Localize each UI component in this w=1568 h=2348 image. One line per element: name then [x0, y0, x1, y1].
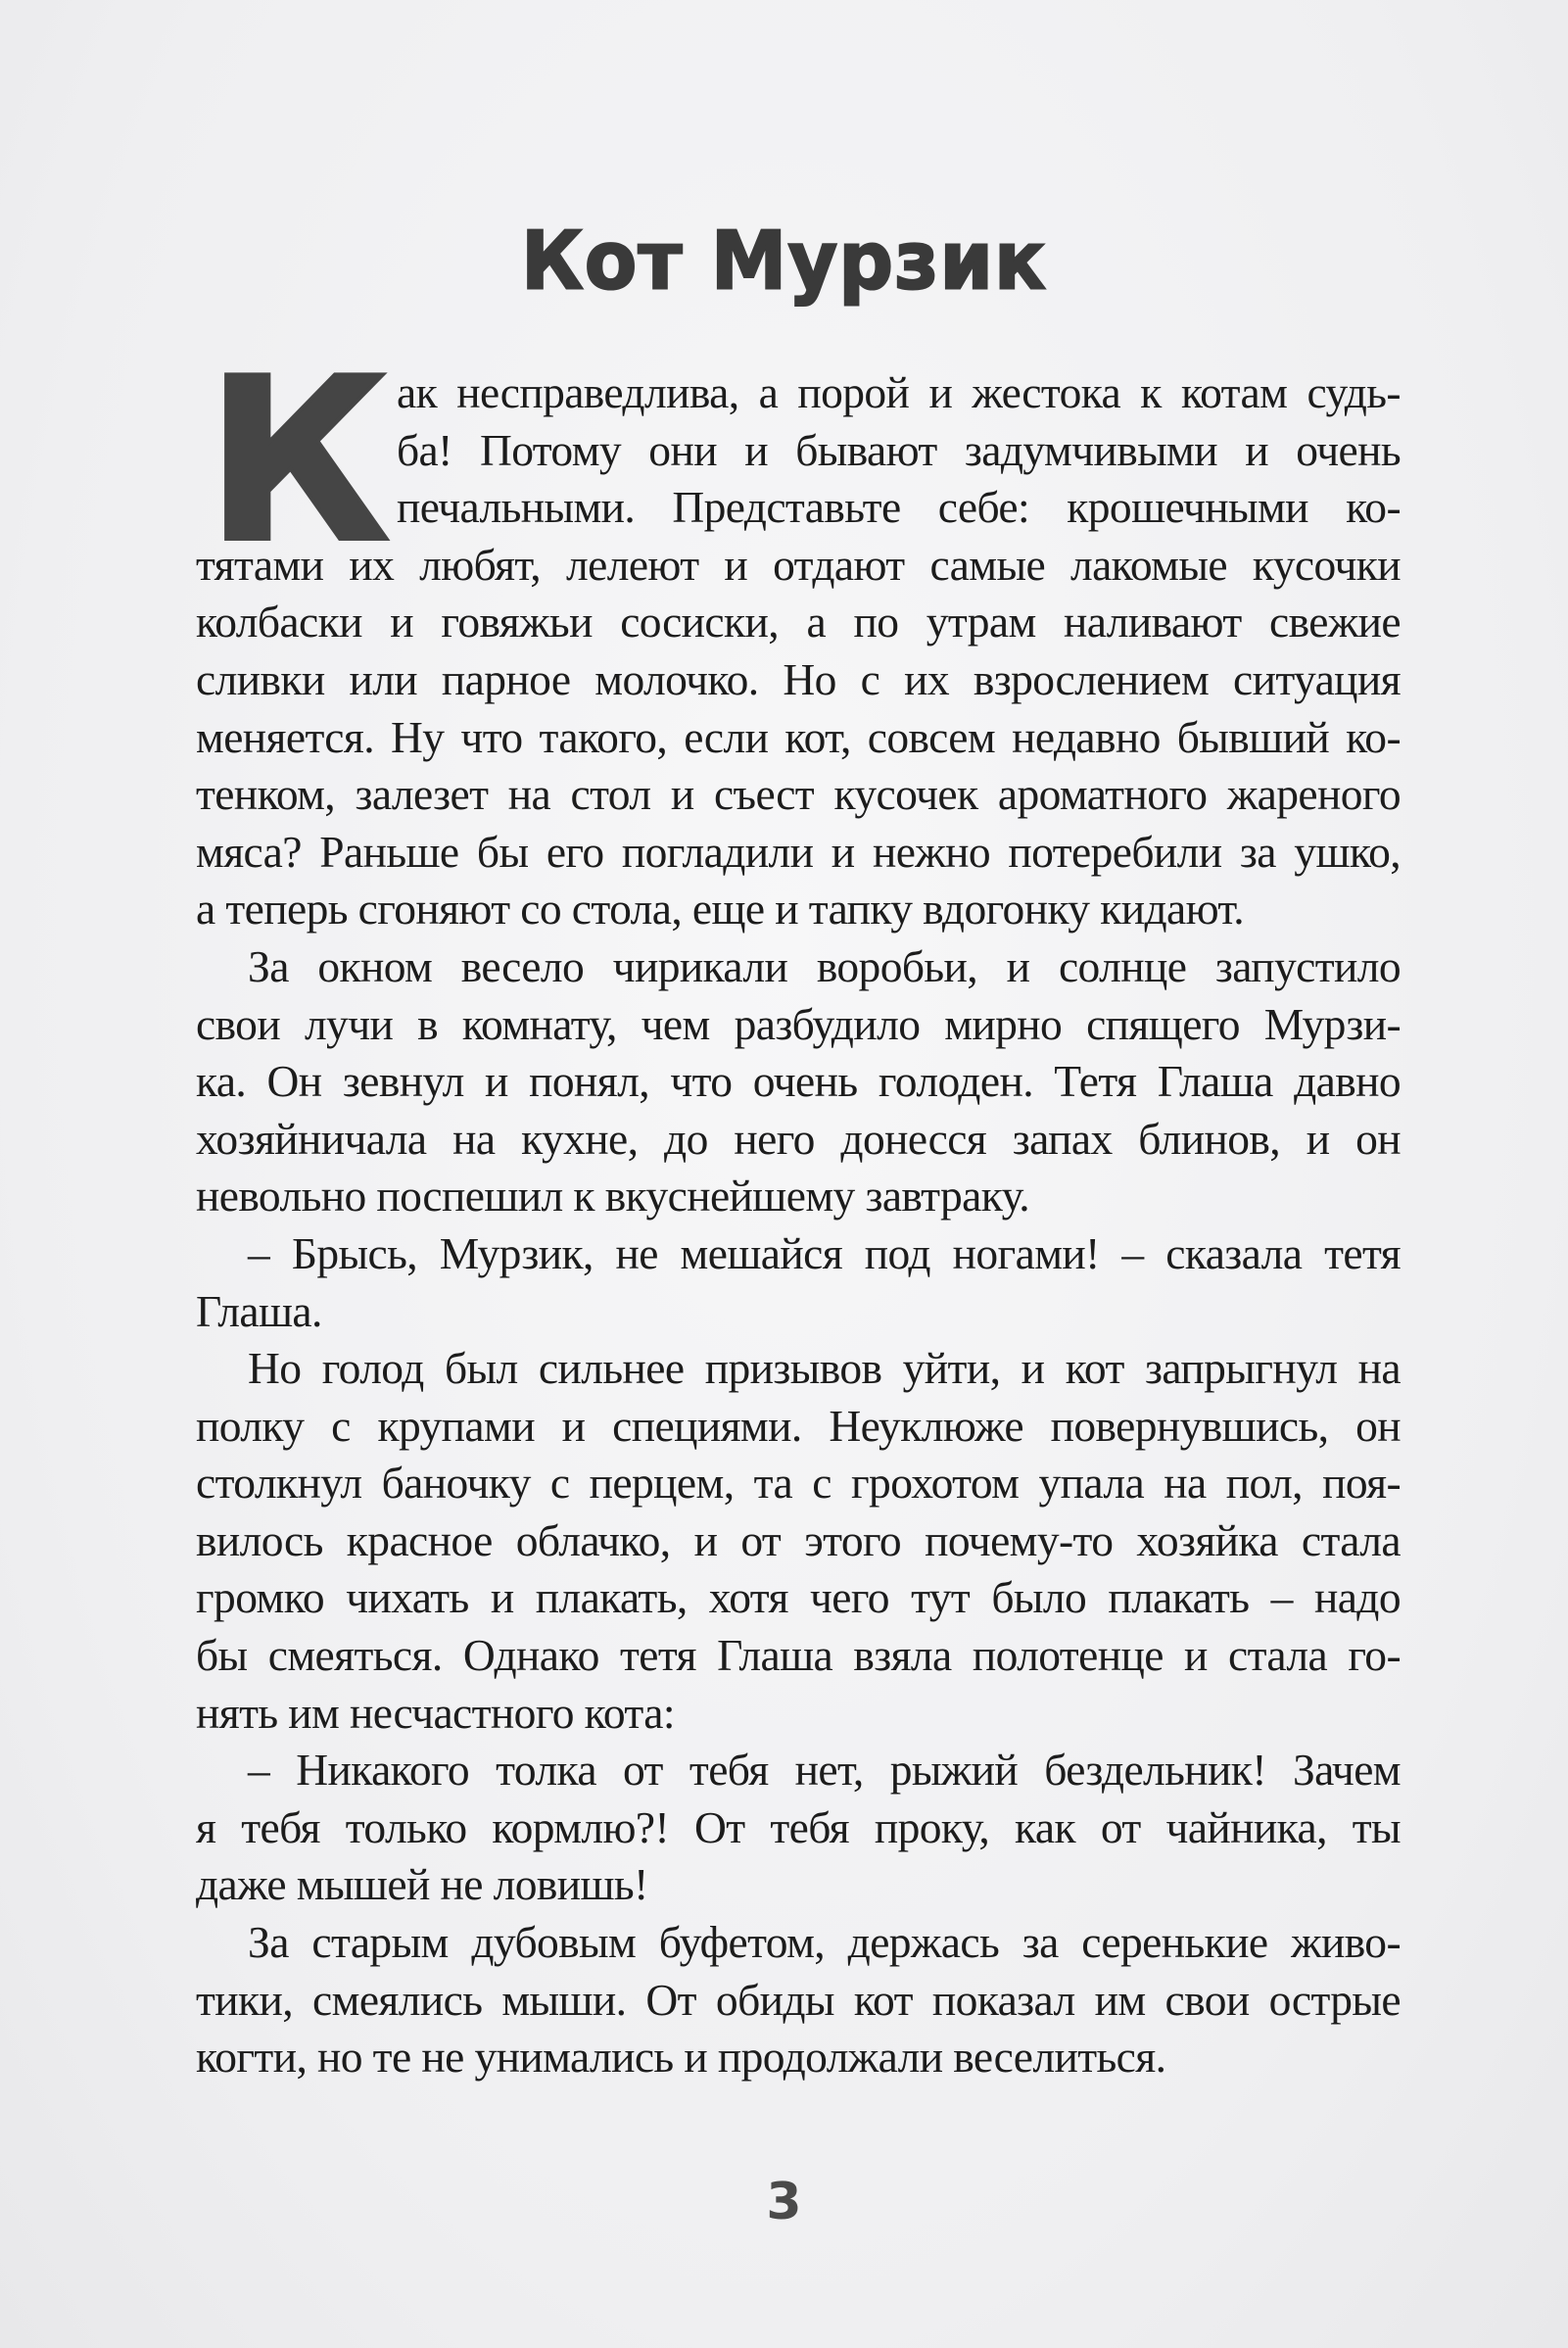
text-line: даже мышей не ловишь!: [196, 1859, 648, 1910]
text-line: За старым дубовым буфетом, держась за серенькие живо-: [248, 1917, 1401, 1968]
chapter-title: Кот Мурзик: [521, 215, 1047, 309]
text-line: бы смеяться. Однако тетя Глаша взяла полотенце и стала го-: [196, 1630, 1401, 1681]
text-line: невольно поспешил к вкуснейшему завтраку.: [196, 1171, 1029, 1222]
text-line: я тебя только кормлю?! От тебя проку, как от чайника, ты: [196, 1801, 1401, 1852]
page-number: 3: [766, 2173, 802, 2231]
text-line: колбаски и говяжьи сосиски, а по утрам наливают свежие: [196, 597, 1401, 647]
text-line: хозяйничала на кухне, до него донесся запах блинов, и он: [196, 1113, 1401, 1164]
text-line: ба! Потому они и бывают задумчивыми и очень: [397, 424, 1401, 475]
text-line: ка. Он зевнул и понял, что очень голоден. Тетя Глаша давно: [196, 1056, 1401, 1107]
text-line: вилось красное облачко, и от этого почему-то хозяйка стала: [196, 1514, 1401, 1565]
text-line: печальными. Представьте себе: крошечными ко-: [397, 482, 1401, 533]
text-line: ак несправедлива, а порой и жестока к котам судь-: [397, 367, 1401, 417]
text-line: тенком, залезет на стол и съест кусочек ароматного жареного: [196, 769, 1401, 820]
text-line: нять им несчастного кота:: [196, 1687, 675, 1738]
text-line: громко чихать и плакать, хотя чего тут было плакать – надо: [196, 1572, 1401, 1623]
body-text: [196, 331, 1401, 2086]
text-line: тики, смеялись мыши. От обиды кот показал им свои острые: [196, 1974, 1401, 2025]
text-line: сливки или парное молочко. Но с их взрослением ситуация: [196, 653, 1401, 704]
text-line: меняется. Ну что такого, если кот, совсем недавно бывший ко-: [196, 711, 1401, 762]
text-line: мяса? Раньше бы его погладили и нежно потеребили за ушко,: [196, 826, 1401, 877]
text-line: – Никакого толка от тебя нет, рыжий бездельник! Зачем: [248, 1745, 1401, 1796]
text-line: Глаша.: [196, 1285, 322, 1336]
drop-cap: К: [206, 331, 390, 593]
text-line: свои лучи в комнату, чем разбудило мирно спящего Мурзи-: [196, 998, 1401, 1049]
text-line: а теперь сгоняют со стола, еще и тапку вдогонку кидают.: [196, 884, 1245, 934]
text-line: столкнул баночку с перцем, та с грохотом упала на пол, поя-: [196, 1458, 1401, 1509]
text-line: Но голод был сильнее призывов уйти, и кот запрыгнул на: [248, 1343, 1401, 1394]
text-line: полку с крупами и специями. Неуклюже повернувшись, он: [196, 1400, 1401, 1451]
text-line: когти, но те не унимались и продолжали веселиться.: [196, 2032, 1166, 2083]
text-line: тятами их любят, лелеют и отдают самые лакомые кусочки: [196, 539, 1401, 590]
text-line: За окном весело чирикали воробьи, и солнце запустило: [248, 940, 1401, 991]
text-line: – Брысь, Мурзик, не мешайся под ногами! – сказала тетя: [248, 1227, 1401, 1278]
